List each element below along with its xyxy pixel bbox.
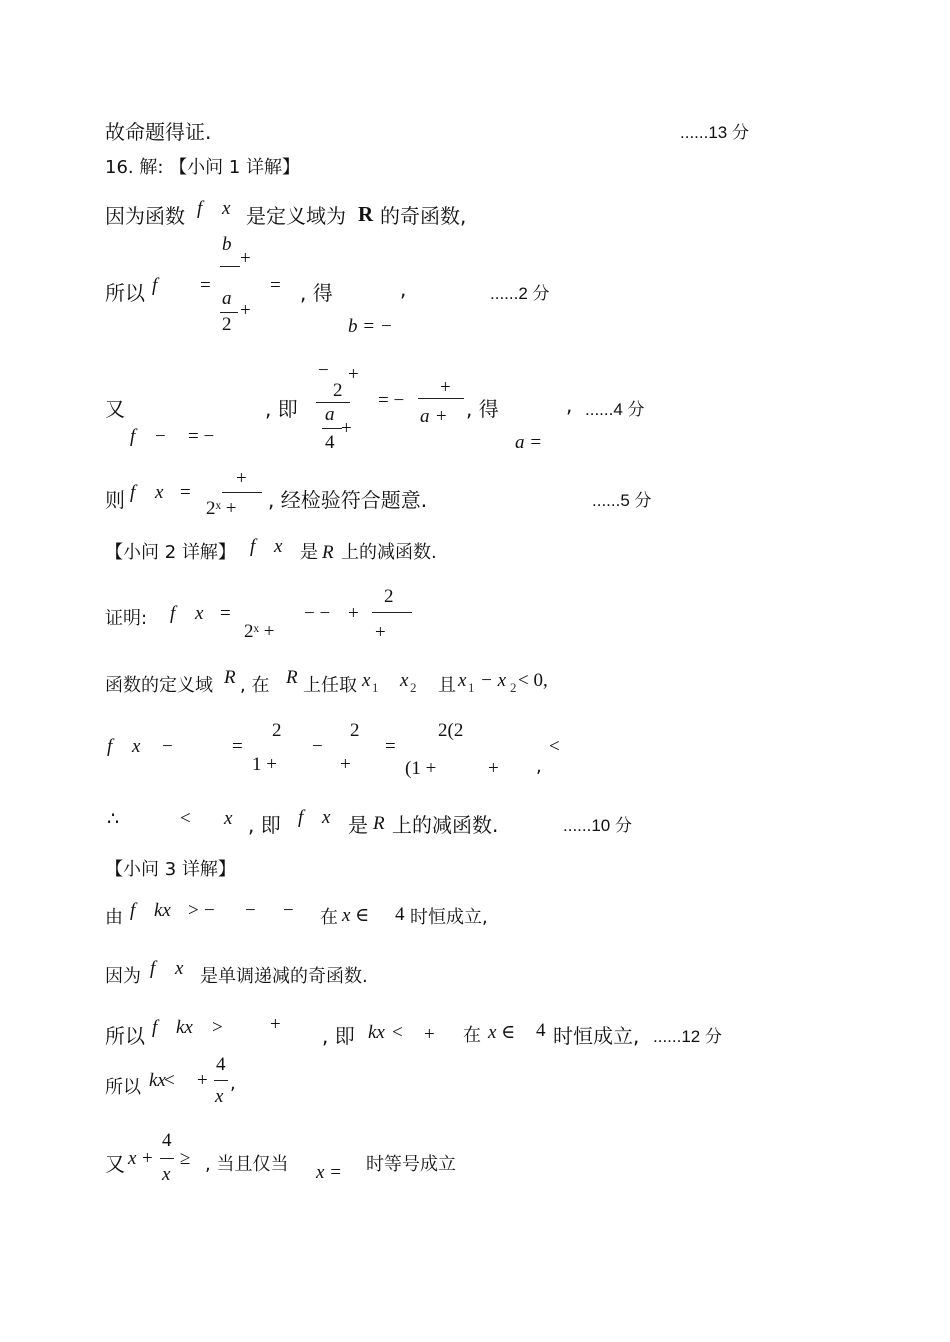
l15-in: 在 bbox=[463, 1025, 481, 1046]
math-minus: − bbox=[283, 900, 294, 921]
l17-mid: , 当且仅当 bbox=[205, 1154, 289, 1175]
math-plus: + bbox=[240, 248, 251, 269]
math-sub-2: 2 bbox=[510, 680, 517, 695]
math-k: kx bbox=[149, 1070, 166, 1091]
math-f: f bbox=[130, 482, 136, 503]
math-one-plus: 1 + bbox=[252, 754, 277, 775]
math-plus: + bbox=[341, 418, 352, 439]
math-2: 2 bbox=[222, 314, 232, 335]
math-kx: kx bbox=[176, 1017, 193, 1038]
math-x: x bbox=[132, 736, 141, 757]
math-R: R bbox=[224, 667, 236, 688]
math-plus: + bbox=[488, 758, 499, 779]
math-2: 2 bbox=[272, 720, 282, 741]
l13-pre: 由 bbox=[105, 907, 123, 928]
l10-sep: , bbox=[536, 756, 542, 777]
math-minus: − bbox=[162, 736, 173, 757]
l6-pre: 则 bbox=[105, 488, 125, 512]
math-x-in: x ∈ bbox=[342, 905, 370, 926]
math-eq: = bbox=[385, 736, 396, 757]
fraction-bar bbox=[220, 266, 240, 267]
math-2x-plus: 2ˣ + bbox=[244, 621, 275, 642]
l5-get: , 得 bbox=[466, 397, 499, 421]
l7-end: 上的减函数. bbox=[341, 542, 437, 563]
part-3-heading: 【小问 3 详解】 bbox=[105, 859, 236, 880]
math-x2: x bbox=[400, 670, 409, 691]
l13-in: 在 bbox=[320, 907, 338, 928]
math-minus: − bbox=[312, 736, 323, 757]
math-x: x bbox=[224, 808, 233, 829]
math-sub-2: 2 bbox=[410, 680, 417, 695]
math-x: x bbox=[274, 536, 283, 557]
math-f: f bbox=[298, 807, 304, 828]
math-b-eq: b = − bbox=[348, 316, 393, 337]
math-x: x bbox=[215, 1086, 224, 1107]
math-x: x bbox=[222, 198, 231, 219]
math-a: a bbox=[420, 406, 430, 427]
math-plus: + bbox=[348, 603, 359, 624]
l16-end: , bbox=[230, 1073, 236, 1094]
math-4: 4 bbox=[325, 432, 335, 453]
proof-label: 证明: bbox=[105, 608, 148, 629]
l4-pre: 所以 bbox=[105, 281, 145, 305]
l9-and: 且 bbox=[438, 675, 456, 696]
math-4: 4 bbox=[216, 1054, 226, 1075]
math-f: f bbox=[170, 603, 176, 624]
math-a: a bbox=[325, 404, 335, 425]
math-f: f bbox=[130, 426, 136, 447]
math-2: 2 bbox=[333, 380, 343, 401]
math-eq: = bbox=[270, 275, 281, 296]
fraction-bar bbox=[316, 402, 350, 403]
math-minus: − bbox=[204, 900, 215, 921]
math-lt: < bbox=[392, 1022, 403, 1043]
math-lt: < bbox=[164, 1070, 175, 1091]
l3-end: 的奇函数, bbox=[380, 204, 467, 228]
l11-is: 是 bbox=[348, 813, 368, 837]
math-x: x bbox=[155, 482, 164, 503]
fraction-bar bbox=[160, 1158, 174, 1159]
math-lt: < bbox=[180, 808, 191, 829]
math-minus-x: − x bbox=[480, 670, 507, 691]
l7-is: 是 bbox=[300, 542, 318, 563]
math-eq: = bbox=[232, 736, 243, 757]
fraction-bar bbox=[222, 492, 262, 493]
math-f: f bbox=[130, 900, 136, 921]
l14-pre: 因为 bbox=[105, 966, 141, 987]
math-R: R bbox=[373, 813, 385, 834]
fraction-bar bbox=[220, 312, 238, 313]
math-f: f bbox=[152, 1017, 158, 1038]
math-a: a bbox=[222, 288, 232, 309]
math-x-eq: x = bbox=[316, 1162, 343, 1183]
problem-16-heading: 16. 解: 【小问 1 详解】 bbox=[105, 157, 301, 178]
math-x: x bbox=[128, 1148, 137, 1169]
math-f: f bbox=[250, 536, 256, 557]
l11-end: 上的减函数. bbox=[392, 813, 499, 837]
l3-pre: 因为函数 bbox=[105, 204, 185, 228]
math-kx: kx bbox=[368, 1022, 385, 1043]
math-R-bold: R bbox=[358, 202, 374, 226]
math-x1: x bbox=[362, 670, 371, 691]
score-12: ......12 分 bbox=[653, 1027, 722, 1046]
fraction-bar bbox=[418, 398, 464, 399]
math-4: 4 bbox=[536, 1020, 546, 1041]
math-R: R bbox=[286, 667, 298, 688]
math-plus: + bbox=[440, 377, 451, 398]
math-a-eq: a = bbox=[515, 432, 543, 453]
math-frac-2-2x: 2(2 bbox=[438, 720, 464, 741]
math-4: 4 bbox=[162, 1130, 172, 1151]
math-f: f bbox=[107, 736, 113, 757]
l15-pre: 所以 bbox=[105, 1024, 145, 1048]
l9-mid: , 在 bbox=[240, 675, 270, 696]
math-neg-eq: = − bbox=[378, 390, 405, 411]
math-plus: + bbox=[340, 754, 351, 775]
math-minus: − bbox=[318, 360, 329, 381]
math-x: x bbox=[322, 807, 331, 828]
math-eq: = bbox=[220, 603, 231, 624]
score-10: ......10 分 bbox=[563, 816, 632, 835]
math-plus: + bbox=[375, 622, 386, 643]
l16-pre: 所以 bbox=[105, 1077, 141, 1098]
math-minus-minus: − − bbox=[304, 603, 331, 624]
math-x: x bbox=[162, 1164, 171, 1185]
math-plus: + bbox=[270, 1014, 281, 1035]
l17-pre: 又 bbox=[105, 1152, 125, 1176]
math-2x-plus: 2ˣ + bbox=[206, 498, 237, 519]
math-plus: + bbox=[236, 468, 247, 489]
math-x: x bbox=[195, 603, 204, 624]
fraction-bar bbox=[372, 612, 412, 613]
math-f: f bbox=[152, 275, 158, 296]
math-2: 2 bbox=[384, 586, 394, 607]
l13-end: 时恒成立, bbox=[410, 907, 488, 928]
therefore-symbol: ∴ bbox=[107, 809, 120, 830]
score-5: ......5 分 bbox=[592, 491, 652, 510]
score-2: ......2 分 bbox=[490, 284, 550, 303]
fraction-bar bbox=[322, 428, 342, 429]
l17-end: 时等号成立 bbox=[366, 1154, 456, 1175]
math-neg-eq: = − bbox=[188, 426, 215, 447]
math-gt: > bbox=[188, 900, 199, 921]
l5-comma: , bbox=[566, 393, 573, 417]
l5-mid: , 即 bbox=[265, 397, 298, 421]
l15-end: 时恒成立, bbox=[553, 1024, 640, 1048]
l14-end: 是单调递减的奇函数. bbox=[200, 966, 368, 987]
score-13: ......13 分 bbox=[680, 123, 749, 142]
l11-mid: , 即 bbox=[248, 813, 281, 837]
math-eq: = bbox=[180, 482, 191, 503]
math-plus: + bbox=[424, 1024, 435, 1045]
math-plus: + bbox=[240, 300, 251, 321]
math-f: f bbox=[197, 198, 203, 219]
math-plus: + bbox=[348, 364, 359, 385]
math-f: f bbox=[150, 958, 156, 979]
math-sub-1: 1 bbox=[468, 680, 475, 695]
math-plus: + bbox=[197, 1070, 208, 1091]
math-4: 4 bbox=[395, 904, 405, 925]
math-lt: < bbox=[549, 736, 560, 757]
l4-comma: , bbox=[400, 277, 407, 301]
l6-post: , 经检验符合题意. bbox=[268, 488, 428, 512]
l15-mid: , 即 bbox=[322, 1024, 355, 1048]
math-minus: − bbox=[155, 426, 166, 447]
proof-conclusion: 故命题得证. bbox=[105, 120, 212, 144]
math-x1: x bbox=[458, 670, 467, 691]
math-minus: − bbox=[245, 900, 256, 921]
math-x: x bbox=[175, 958, 184, 979]
math-plus: + bbox=[436, 406, 447, 427]
math-plus: + bbox=[142, 1148, 153, 1169]
math-one-plus-paren: (1 + bbox=[405, 758, 437, 779]
math-lt-zero: < 0, bbox=[518, 670, 548, 691]
l3-post: 是定义域为 bbox=[246, 204, 346, 228]
math-eq: = bbox=[200, 275, 211, 296]
math-kx: kx bbox=[154, 900, 171, 921]
part-2-heading: 【小问 2 详解】 bbox=[105, 542, 236, 563]
math-b: b bbox=[222, 234, 232, 255]
l9-pre: 函数的定义域 bbox=[105, 675, 213, 696]
math-ge: ≥ bbox=[180, 1148, 191, 1169]
math-2: 2 bbox=[350, 720, 360, 741]
l5-pre: 又 bbox=[105, 397, 125, 421]
score-4: ......4 分 bbox=[585, 400, 645, 419]
l4-mid: , 得 bbox=[300, 281, 333, 305]
l9-mid2: 上任取 bbox=[303, 675, 357, 696]
math-R: R bbox=[322, 542, 334, 563]
fraction-bar bbox=[214, 1080, 228, 1081]
math-sub-1: 1 bbox=[372, 680, 379, 695]
math-gt: > bbox=[212, 1017, 223, 1038]
math-x-in: x ∈ bbox=[488, 1022, 516, 1043]
